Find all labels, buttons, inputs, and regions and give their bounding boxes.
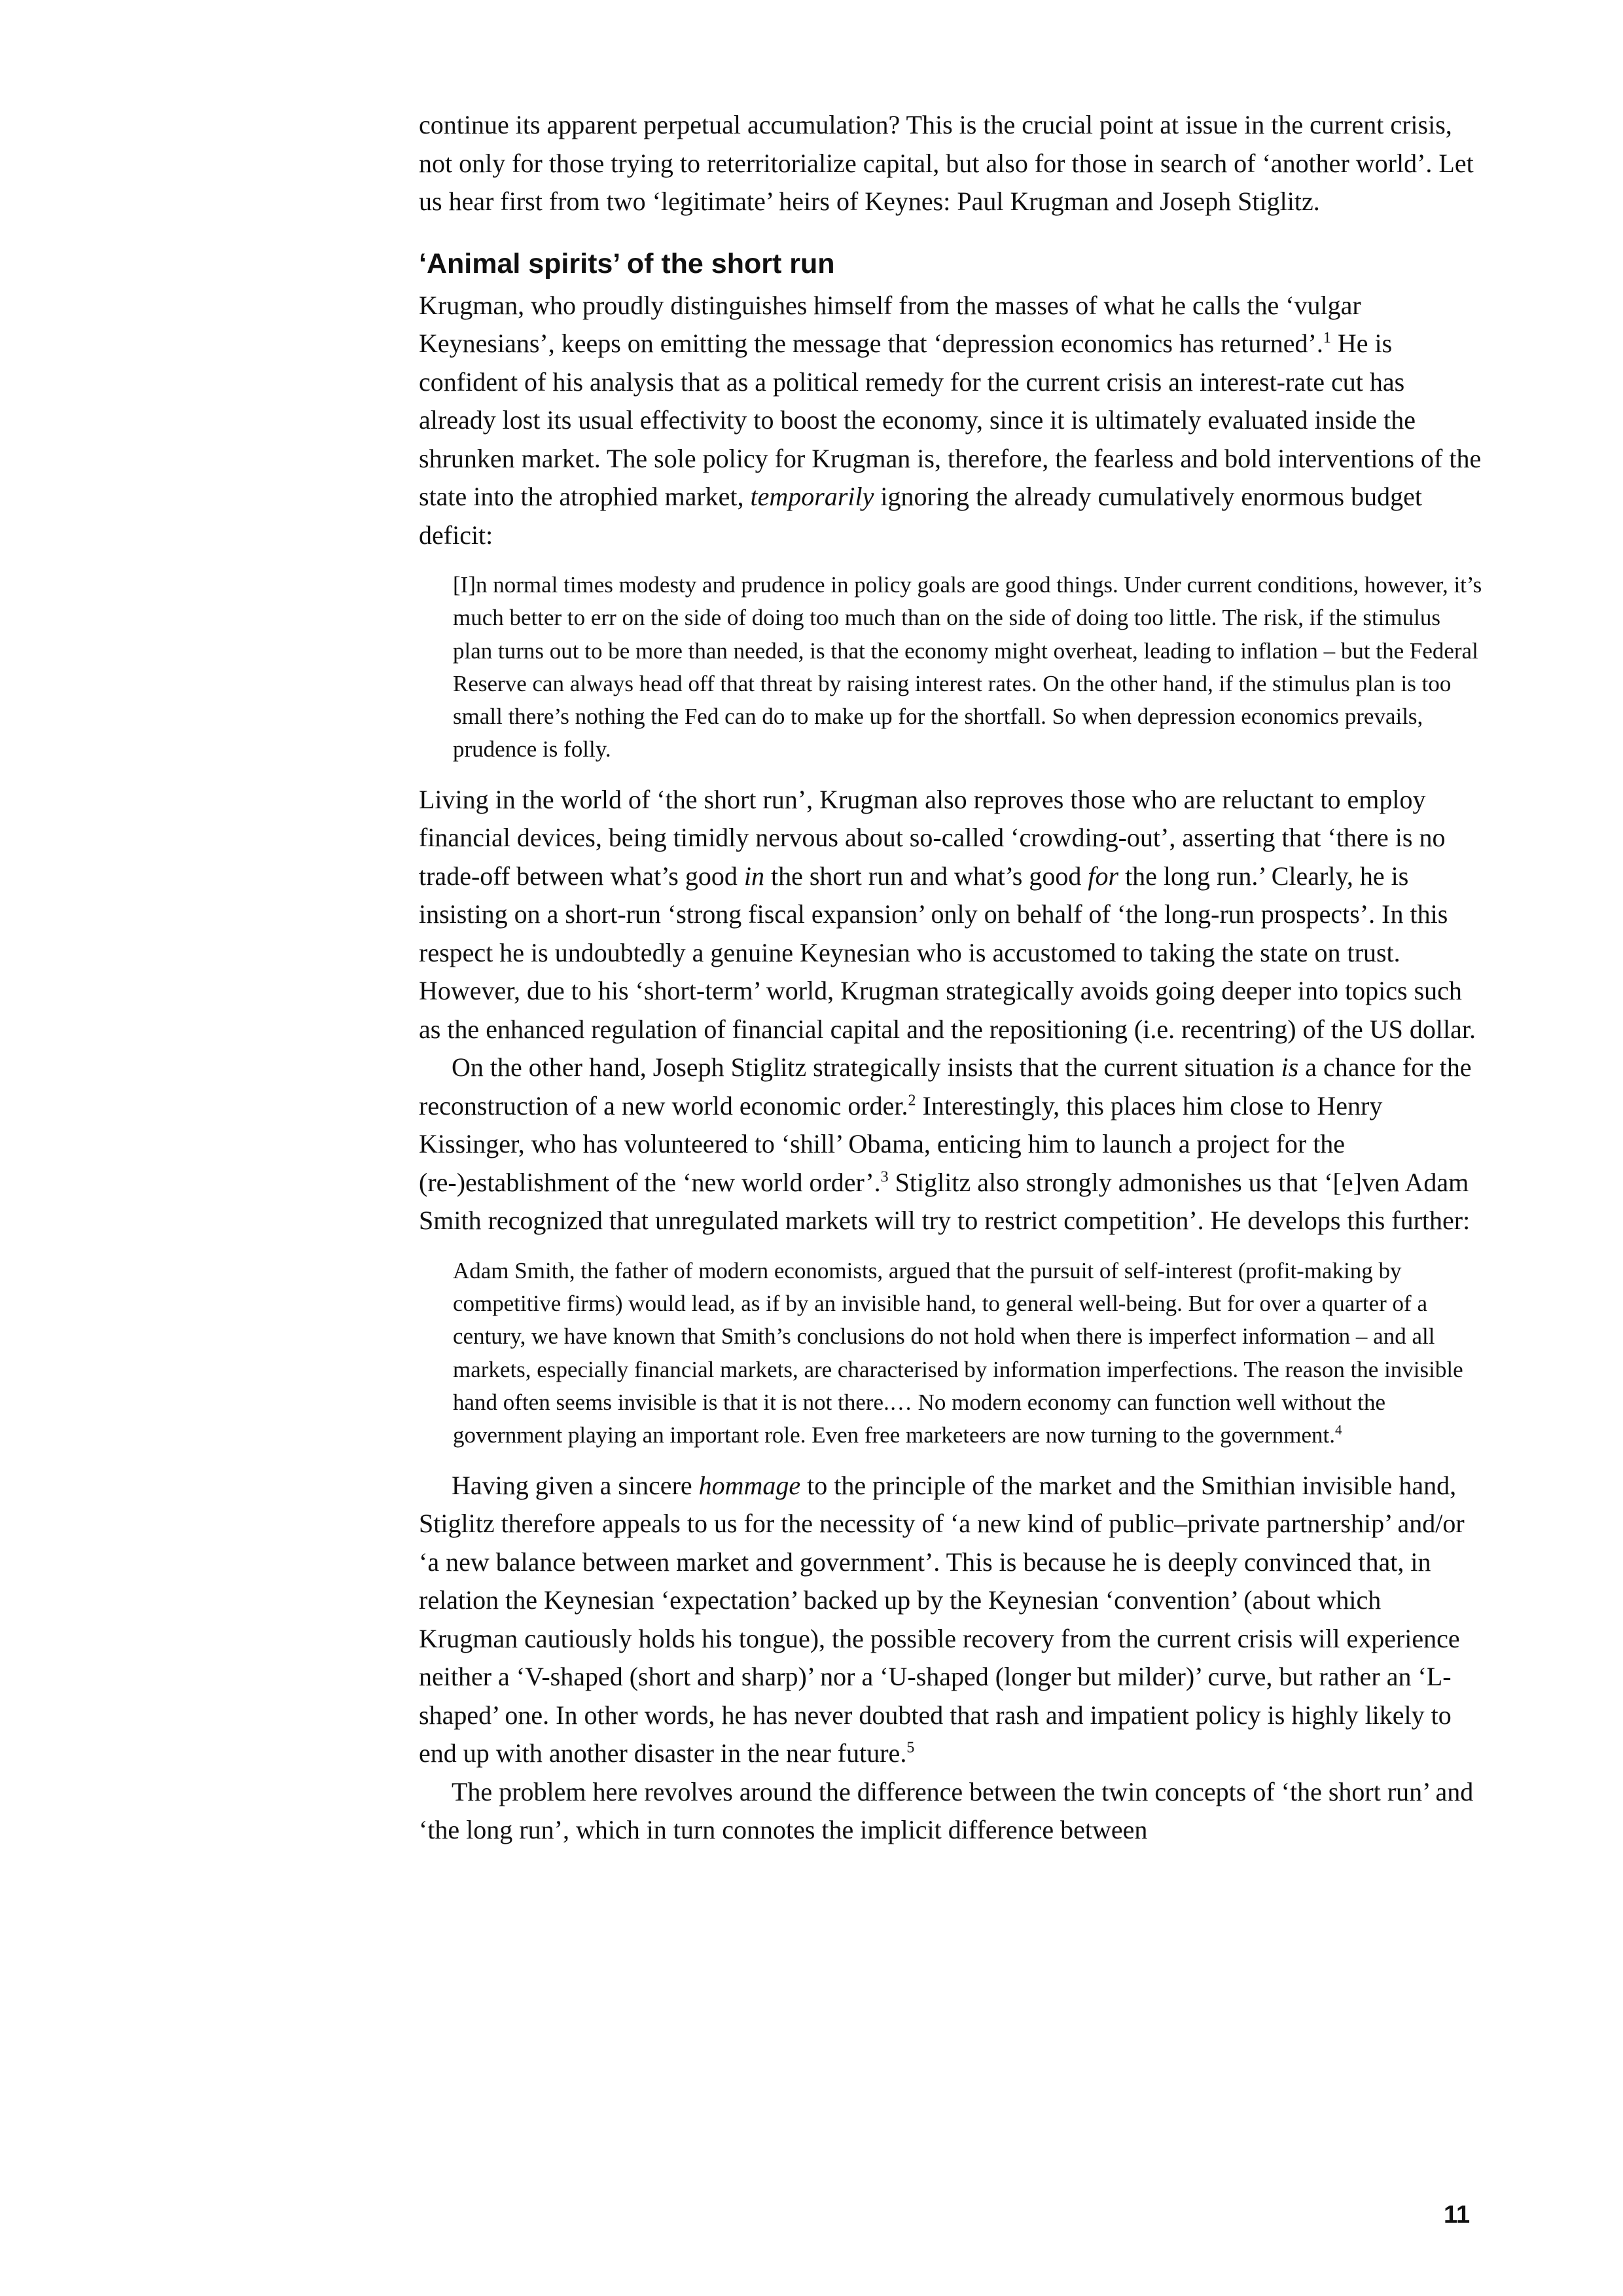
text-run: Stiglitz also strongly admonishes us that ‘[e]ven Adam Smith recognized that unregulated markets will try to restrict competition’. He develops this further: [419, 1167, 1471, 1236]
emphasis: hommage [698, 1470, 801, 1500]
text-run: He is confident of his analysis that as a political remedy for the current crisis an interest-rate cut has already lost its usual effectivity to boost the economy, since it is ultimately evaluated inside the shrunken market. The sole policy for Krugman is, therefore, the fearless and bold interventions of the state into the atrophied market, [419, 329, 1482, 511]
footnote-ref-4[interactable]: 4 [1335, 1422, 1342, 1438]
footnote-ref-3[interactable]: 3 [880, 1168, 889, 1186]
emphasis: for [1088, 861, 1119, 891]
intro-paragraph: continue its apparent perpetual accumulation? This is the crucial point at issue in the current crisis, not only for those trying to reterritorialize capital, but also for those in search of ‘another world’. Let us hear first from two ‘legitimate’ heirs of Keynes: Paul Krugman and Joseph Stiglitz. [419, 110, 1474, 216]
text-run: the long run.’ Clearly, he is insisting on a short-run ‘strong fiscal expansion’ only on behalf of ‘the long-run prospects’. In this respect he is undoubtedly a genuine Keynesian who is accustomed to taking the state on trust. However, due to his ‘short-term’ world, Krugman strategically avoids going deeper into topics such as the enhanced regulation of financial capital and the repositioning (i.e. recentring) of the US dollar. [419, 861, 1476, 1044]
text-run: On the other hand, Joseph Stiglitz strategically insists that the current situation [452, 1052, 1281, 1083]
emphasis: is [1281, 1052, 1299, 1083]
page-number: 11 [1444, 2201, 1471, 2229]
page-body [419, 106, 1482, 1850]
text-run: ignoring the already cumulatively enormous budget deficit: [419, 482, 1422, 550]
paragraph-stiglitz [419, 1049, 1482, 1240]
footnote-ref-1[interactable]: 1 [1323, 329, 1331, 347]
quote-text: [I]n normal times modesty and prudence in policy goals are good things. Under current conditions, however, it’s much better to err on the side of doing too much than on the side of doing too little. The risk, if the stimulus plan turns out to be more than needed, is that the economy might overheat, leading to inflation – but the Federal Reserve can always head off that threat by raising interest rates. On the other hand, if the stimulus plan is too small there’s nothing the Fed can do to make up for the shortfall. So when depression economics prevails, prudence is folly. [453, 572, 1482, 762]
emphasis: temporarily [750, 482, 874, 511]
text-run: to the principle of the market and the Smithian invisible hand, Stiglitz therefore appeals to us for the necessity of ‘a new kind of public–private partnership’ and/or ‘a new balance between market and government’. This is because he is deeply convinced that, in relation the Keynesian ‘expectation’ backed up by the Keynesian ‘convention’ (about which Krugman cautiously holds his tongue), the possible recovery from the current crisis will experience neither a ‘V-shaped (short and sharp)’ nor a ‘U-shaped (longer but milder)’ curve, but rather an ‘L-shaped’ one. In other words, he has never doubted that rash and impatient policy is highly likely to end up with another disaster in the near future. [419, 1470, 1465, 1768]
footnote-ref-5[interactable]: 5 [906, 1739, 915, 1757]
block-quote-stiglitz [453, 1255, 1482, 1452]
text-run: Living in the world of ‘the short run’, Krugman also reproves those who are reluctant to employ financial devices, being timidly nervous about so-called ‘crowding-out’, asserting that ‘there is no trade-off between what’s good [419, 784, 1446, 891]
paragraph-short-run [419, 781, 1482, 1049]
text-run: Interestingly, this places him close to Henry Kissinger, who has volunteered to ‘shill’ Obama, enticing him to launch a project for the (re-)establishment of the ‘new world order’. [419, 1090, 1383, 1197]
paragraph-hommage [419, 1467, 1482, 1773]
footnote-ref-2[interactable]: 2 [908, 1092, 916, 1109]
emphasis: in [743, 861, 764, 891]
quote-text [453, 1255, 1482, 1452]
text-run: a chance for the reconstruction of a new world economic order. [419, 1052, 1472, 1121]
text-run: the short run and what’s good [764, 861, 1088, 891]
paragraph-krugman-intro [419, 287, 1482, 555]
paragraph-problem: The problem here revolves around the difference between the twin concepts of ‘the short run’ and ‘the long run’, which in turn connotes the implicit difference between [419, 1776, 1474, 1845]
text-run: Krugman, who proudly distinguishes himself from the masses of what he calls the ‘vulgar Keynesians’, keeps on emitting the message that ‘depression economics has returned’. [419, 290, 1361, 358]
section-heading: ‘Animal spirits’ of the short run [419, 247, 835, 279]
block-quote-krugman [453, 569, 1482, 766]
text-run: Adam Smith, the father of modern economists, argued that the pursuit of self-interest (profit-making by competitive firms) would lead, as if by an invisible hand, to general well-being. But for over a quarter of a century, we have known that Smith’s conclusions do not hold when there is imperfect information – and all markets, especially financial markets, are characterised by information imperfections. The reason the invisible hand often seems invisible is that it is not there.… No modern economy can function well without the government playing an important role. Even free marketeers are now turning to the government. [453, 1257, 1463, 1448]
text-run: Having given a sincere [452, 1470, 699, 1500]
